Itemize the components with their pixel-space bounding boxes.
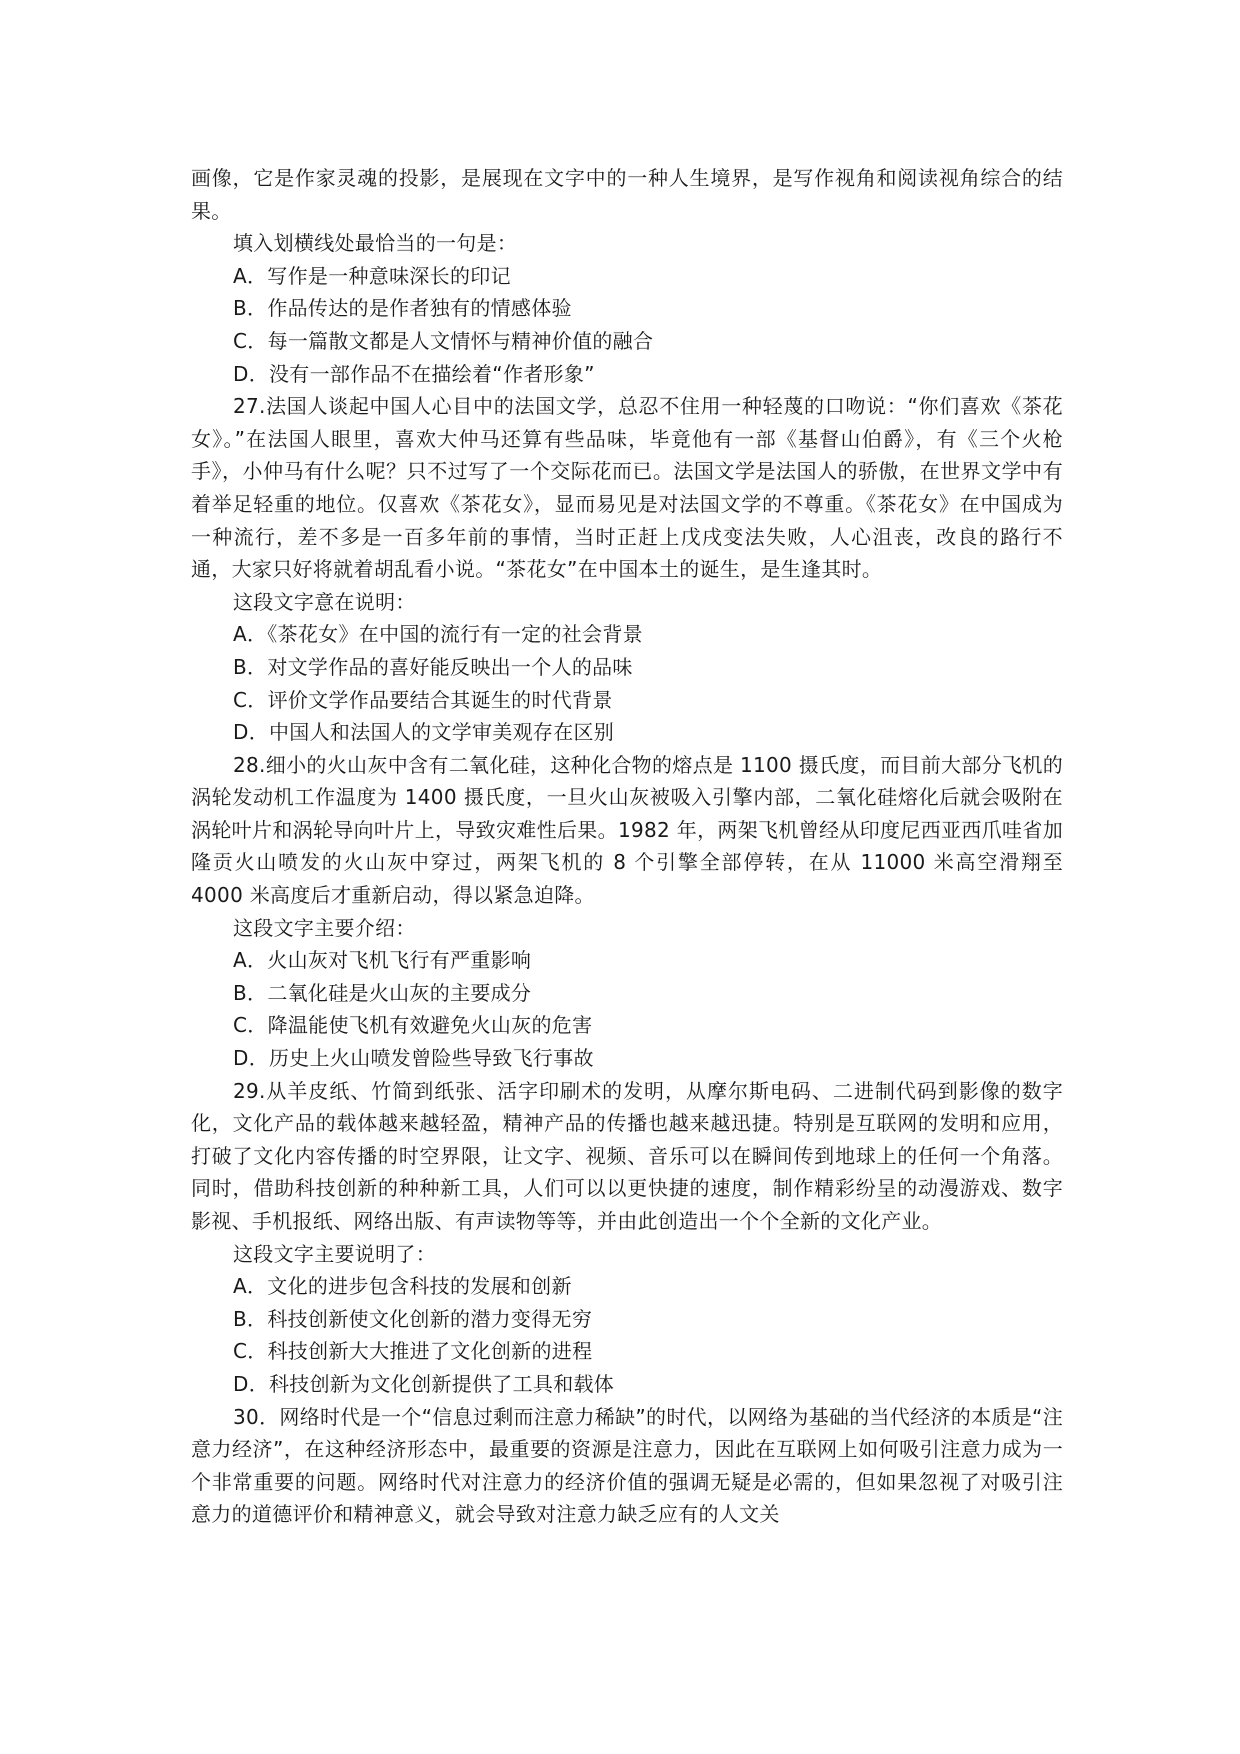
- question-28-stem: 28.细小的火山灰中含有二氧化硅，这种化合物的熔点是 1100 摄氏度，而目前大部分飞机的涡轮发动机工作温度为 1400 摄氏度，一旦火山灰被吸入引擎内部，二氧化硅熔化后就会吸附在涡轮叶片和涡轮导向叶片上，导致灾难性后果。1982 年，两架飞机曾经从印度尼西亚西爪哇省加隆贡火山喷发的火山灰中穿过，两架飞机的 8 个引擎全部停转，在从 11000 米高空滑翔至 4000 米高度后才重新启动，得以紧急迫降。: [191, 752, 1063, 908]
- question-29-option-d: D．科技创新为文化创新提供了工具和载体: [233, 1371, 615, 1396]
- question-29-stem: 29.从羊皮纸、竹简到纸张、活字印刷术的发明，从摩尔斯电码、二进制代码到影像的数字化，文化产品的载体越来越轻盈，精神产品的传播也越来越迅捷。特别是互联网的发明和应用，打破了文化内容传播的时空界限，让文字、视频、音乐可以在瞬间传到地球上的任何一个角落。同时，借助科技创新的种种新工具，人们可以以更快捷的速度，制作精彩纷呈的动漫游戏、数字影视、手机报纸、网络出版、有声读物等等，并由此创造出一个个全新的文化产业。: [191, 1078, 1063, 1233]
- question-27-prompt: 这段文字意在说明：: [233, 589, 416, 614]
- question-29-option-b: B．科技创新使文化创新的潜力变得无穷: [233, 1306, 593, 1331]
- question-28-option-a: A．火山灰对飞机飞行有严重影响: [233, 948, 532, 973]
- question-27-option-a: A．《茶花女》在中国的流行有一定的社会背景: [233, 622, 643, 647]
- question-26-option-b: B．作品传达的是作者独有的情感体验: [233, 296, 572, 321]
- question-27-option-d: D．中国人和法国人的文学审美观存在区别: [233, 720, 615, 745]
- question-26-option-c: C．每一篇散文都是人文情怀与精神价值的融合: [233, 328, 654, 353]
- continuation-paragraph: 画像，它是作家灵魂的投影，是展现在文字中的一种人生境界，是写作视角和阅读视角综合的结果。: [191, 166, 1063, 223]
- question-29-option-a: A．文化的进步包含科技的发展和创新: [233, 1274, 572, 1299]
- question-27-option-c: C．评价文学作品要结合其诞生的时代背景: [233, 687, 613, 712]
- question-28-option-d: D．历史上火山喷发曾险些导致飞行事故: [233, 1046, 594, 1071]
- question-27-option-b: B．对文学作品的喜好能反映出一个人的品味: [233, 654, 633, 679]
- question-28-prompt: 这段文字主要介绍：: [233, 915, 416, 940]
- question-29-option-c: C．科技创新大大推进了文化创新的进程: [233, 1339, 593, 1364]
- document-page: [191, 162, 1063, 1531]
- question-28-option-b: B．二氧化硅是火山灰的主要成分: [233, 980, 532, 1005]
- question-26-option-a: A．写作是一种意味深长的印记: [233, 263, 511, 288]
- question-27-stem: 27.法国人谈起中国人心目中的法国文学，总忍不住用一种轻蔑的口吻说：“你们喜欢《茶花女》。”在法国人眼里，喜欢大仲马还算有些品味，毕竟他有一部《基督山伯爵》，有《三个火枪手》，小仲马有什么呢？只不过写了一个交际花而已。法国文学是法国人的骄傲，在世界文学中有着举足轻重的地位。仅喜欢《茶花女》，显而易见是对法国文学的不尊重。《茶花女》在中国成为一种流行，差不多是一百多年前的事情，当时正赶上戊戌变法失败，人心沮丧，改良的路行不通，大家只好将就着胡乱看小说。“茶花女”在中国本土的诞生，是生逢其时。: [191, 394, 1063, 582]
- question-26-prompt: 填入划横线处最恰当的一句是：: [233, 231, 518, 256]
- question-30-stem: 30．网络时代是一个“信息过剩而注意力稀缺”的时代，以网络为基础的当代经济的本质是“注意力经济”，在这种经济形态中，最重要的资源是注意力，因此在互联网上如何吸引注意力成为一个非常重要的问题。网络时代对注意力的经济价值的强调无疑是必需的，但如果忽视了对吸引注意力的道德评价和精神意义，就会导致对注意力缺乏应有的人文关: [191, 1404, 1063, 1527]
- question-26-option-d: D．没有一部作品不在描绘着“作者形象”: [233, 361, 595, 386]
- question-29-prompt: 这段文字主要说明了：: [233, 1241, 436, 1266]
- question-28-option-c: C．降温能使飞机有效避免火山灰的危害: [233, 1013, 593, 1038]
